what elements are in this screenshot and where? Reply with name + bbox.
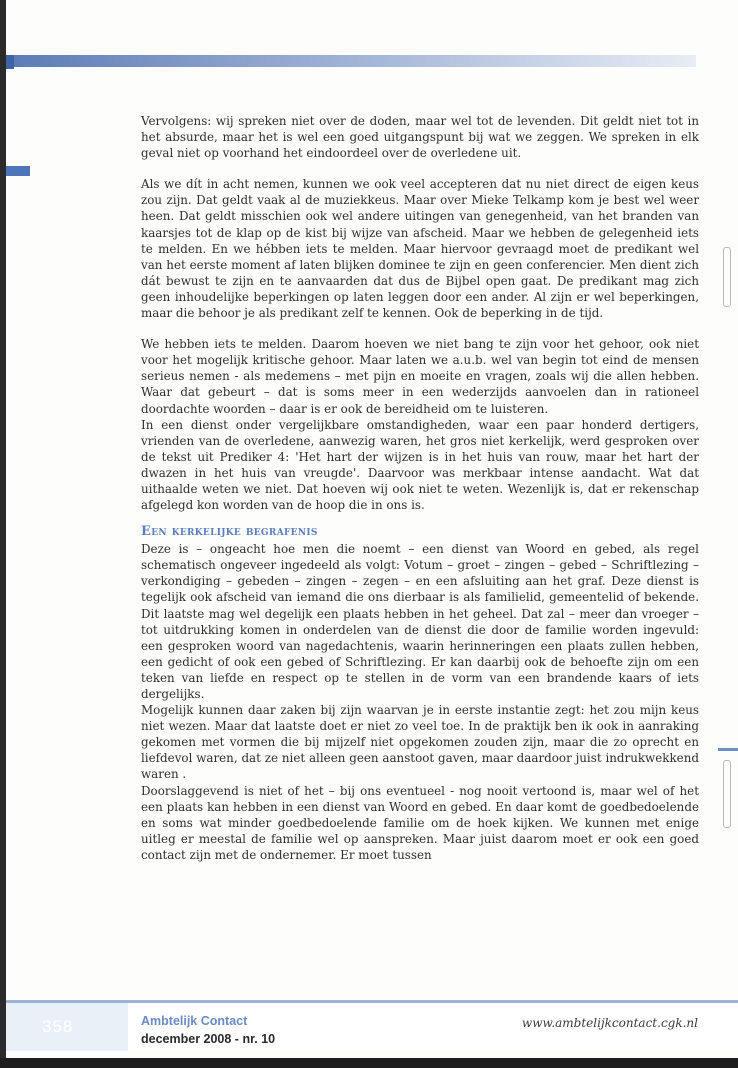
paragraph-4: In een dienst onder vergelijkbare omstandigheden, waar een paar honderd dertigers, vrienden van de overledene, aanwezig waren, het gros niet kerkelijk, werd gesproken over de tekst uit Prediker 4: 'Het hart der wijzen is in het huis van rouw, maar het hart der dwazen in het huis van vreugde'. Daarvoor was merkbaar intense aandacht. Wat dat uithaalde weten we niet. Dat hoeven wij ook niet te weten. Wezenlijk is, dat er rekenschap afgelegd kon worden van de hoop die in ons is. (141, 417, 699, 513)
scan-left-edge (0, 0, 6, 1068)
section-heading: Een kerkelijke begrafenis (141, 524, 318, 540)
paragraph-1: Vervolgens: wij spreken niet over de doden, maar wel tot de levenden. Dit geldt niet tot in het absurde, maar het is wel een goed uitgangspunt bij wat we zeggen. We spreken in elk geval niet op voorhand het eindoordeel over de overledene uit. (141, 114, 699, 161)
header-tab-marker (6, 55, 14, 69)
margin-tab-marker (6, 166, 30, 176)
margin-right-marker (718, 748, 738, 751)
section-paragraph-3: Doorslaggevend is niet of het – bij ons eventueel - nog nooit vertoond is, maar wel of het een plaats kan hebben in een dienst van Woord en gebed. En daar komt de goedbedoelende en soms wat minder goedbedoelende familie om de hoek kijken. We kunnen met enige uitleg er meestal de familie wel op aanspreken. Maar juist daarom moet er ook een goed contact zijn met de ondernemer. Er moet tussen (141, 783, 699, 862)
page-number: 358 (42, 1017, 74, 1036)
paragraph-3: We hebben iets te melden. Daarom hoeven we niet bang te zijn voor het gehoor, ook niet voor het mogelijk kritische gehoor. Maar laten we a.u.b. wel van begin tot eind de mensen serieus nemen - als medemens – met pijn en moeite en vragen, zoals wij die allen hebben. Waar dat gebeurt – dat is soms meer in een wederzijds aanvoelen dan in rationeel doordachte woorden – daar is er ook de bereidheid om te luisteren. (141, 337, 699, 416)
website-url: www.ambtelijkcontact.cgk.nl (521, 1016, 698, 1030)
magazine-name: Ambtelijk Contact (141, 1014, 248, 1028)
scan-bottom-edge (0, 1058, 738, 1068)
issue-label: december 2008 - nr. 10 (141, 1032, 276, 1046)
section-paragraph-2: Mogelijk kunnen daar zaken bij zijn waarvan je in eerste instantie zegt: het zou mijn keus niet wezen. Maar dat laatste doet er niet zo veel toe. In de praktijk ben ik ook in aanraking gekomen met vormen die bij mijzelf niet opgekomen zouden zijn, maar die zo oprecht en liefdevol waren, dat ze niet alleen geen aanstoot gaven, maar daardoor juist indrukwekkend waren . (141, 703, 699, 782)
paragraph-2: Als we dít in acht nemen, kunnen we ook veel accepteren dat nu niet direct de eigen keus zou zijn. Dat geldt vaak al de muziekkeus. Maar over Mieke Telkamp kom je best wel weer heen. Dat geldt misschien ook wel andere uitingen van genegenheid, van het branden van kaarsjes tot de klap op de kist bij wijze van afscheid. Maar we hebben de gelegenheid iets te melden. En we hébben iets te melden. Maar hiervoor gevraagd moet de predikant wel van het eerste moment af laten blijken dominee te zijn en geen conferencier. Men dient zich dát bewust te zijn en te aanvaarden dat dus de Bijbel open gaat. De predikant mag zich geen inhoudelijke beperkingen op laten leggen door een ander. Al zijn er wel beperkingen, maar die behoor je als predikant zelf te kennen. Ook de beperking in de tijd. (141, 177, 699, 321)
binding-clip-bottom (723, 760, 731, 828)
article-body (141, 113, 699, 863)
binding-clip-top (723, 247, 731, 307)
header-color-band (6, 55, 696, 67)
section-paragraph-1: Deze is – ongeacht hoe men die noemt – een dienst van Woord en gebed, als regel schematisch ongeveer ingedeeld als volgt: Votum – groet – zingen – gebed – Schriftlezing – verkondiging – gebeden – zingen – zegen – en een afsluiting aan het graf. Deze dienst is tegelijk ook afscheid van iemand die ons dierbaar is als familielid, gemeentelid of bekende. Dit laatste mag wel degelijk een plaats hebben in het geheel. Dat zal – meer dan vroeger – tot uitdrukking komen in onderdelen van de dienst die door de familie worden ingevuld: een gesproken woord van nagedachtenis, waarin herinneringen een plaats zullen hebben, een gedicht of ook een gebed of Schriftlezing. Er kan daarbij ook de behoefte zijn om een teken van liefde en respect op te stellen in de vorm van een brandende kaars of iets dergelijks. (141, 542, 699, 701)
